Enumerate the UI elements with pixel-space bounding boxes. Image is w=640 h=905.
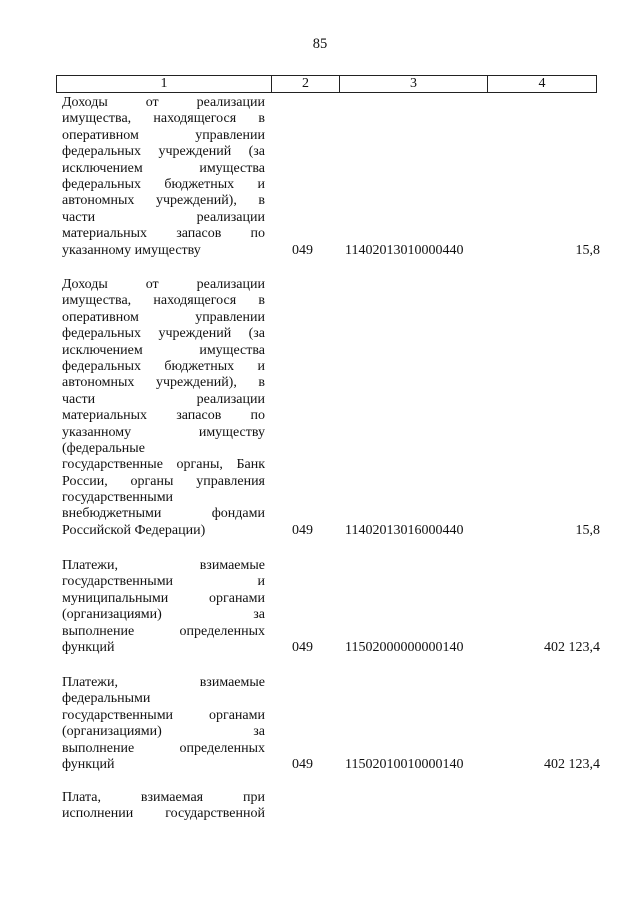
description-line: указанному имуществу xyxy=(62,424,265,440)
description-line: выполнение определенных xyxy=(62,740,265,756)
description-line: автономных учреждений), в xyxy=(62,193,265,209)
description-line: исключением имущества xyxy=(62,342,265,358)
description-line: автономных учреждений), в xyxy=(62,375,265,391)
description-line: Платежи, взимаемые xyxy=(62,558,265,573)
description-line: (организациями) за xyxy=(62,607,265,623)
description-line: муниципальными органами xyxy=(62,590,265,606)
description-line: России, органы управления xyxy=(62,473,265,489)
column-header-3: 3 xyxy=(340,76,488,92)
description-line: государственными и xyxy=(62,574,265,590)
description-line: материальных запасов по xyxy=(62,408,265,424)
description-line: Плата, взимаемая при xyxy=(62,790,265,805)
description-line: указанному имуществу xyxy=(62,242,201,258)
row-kbk: 11502000000000140 xyxy=(345,640,464,655)
row-amount: 15,8 xyxy=(575,242,600,258)
description-line: исключением имущества xyxy=(62,160,265,176)
description-line: федеральных бюджетных и xyxy=(62,176,265,192)
description-line: Российской Федерации) xyxy=(62,522,206,538)
row-kbk: 11402013010000440 xyxy=(345,242,464,258)
description-line: федеральных учреждений (за xyxy=(62,144,265,160)
column-header-4: 4 xyxy=(538,76,546,91)
row-code: 049 xyxy=(292,523,313,538)
row-amount: 402 123,4 xyxy=(544,640,600,655)
description-line: части реализации xyxy=(62,391,265,407)
row-kbk: 11502010010000140 xyxy=(345,757,464,772)
table-header xyxy=(56,75,597,93)
description-line: части реализации xyxy=(62,209,265,225)
row-description xyxy=(62,790,265,823)
description-line: Платежи, взимаемые xyxy=(62,675,265,690)
column-header-1: 1 xyxy=(57,76,272,92)
row-kbk: 11402013016000440 xyxy=(345,523,464,538)
description-line: функций xyxy=(62,756,115,772)
description-line: государственными xyxy=(62,490,174,506)
description-line: выполнение определенных xyxy=(62,623,265,639)
description-line: федеральных учреждений (за xyxy=(62,326,265,342)
description-line: оперативном управлении xyxy=(62,127,265,143)
row-description xyxy=(62,558,265,656)
description-line: государственными органами xyxy=(62,707,265,723)
description-line: (организациями) за xyxy=(62,724,265,740)
row-description xyxy=(62,675,265,773)
description-line: (федеральные xyxy=(62,440,145,456)
row-amount: 402 123,4 xyxy=(544,757,600,772)
description-line: имущества, находящегося в xyxy=(62,111,265,127)
description-line: материальных запасов по xyxy=(62,226,265,242)
description-line: Доходы от реализации xyxy=(62,277,265,292)
description-line: оперативном управлении xyxy=(62,309,265,325)
description-line: функций xyxy=(62,639,115,655)
description-line: федеральных бюджетных и xyxy=(62,358,265,374)
row-amount: 15,8 xyxy=(575,523,600,538)
row-code: 049 xyxy=(292,242,313,258)
row-code: 049 xyxy=(292,757,313,772)
description-line: федеральными xyxy=(62,691,151,707)
description-line: государственные органы, Банк xyxy=(62,457,265,473)
column-header-2: 2 xyxy=(272,76,340,92)
page-number: 85 xyxy=(312,36,328,52)
description-line: внебюджетными фондами xyxy=(62,506,265,522)
row-code: 049 xyxy=(292,640,313,655)
row-description xyxy=(62,95,265,259)
description-line: Доходы от реализации xyxy=(62,95,265,110)
description-line: исполнении государственной xyxy=(62,806,265,822)
row-description xyxy=(62,277,265,539)
description-line: имущества, находящегося в xyxy=(62,293,265,309)
